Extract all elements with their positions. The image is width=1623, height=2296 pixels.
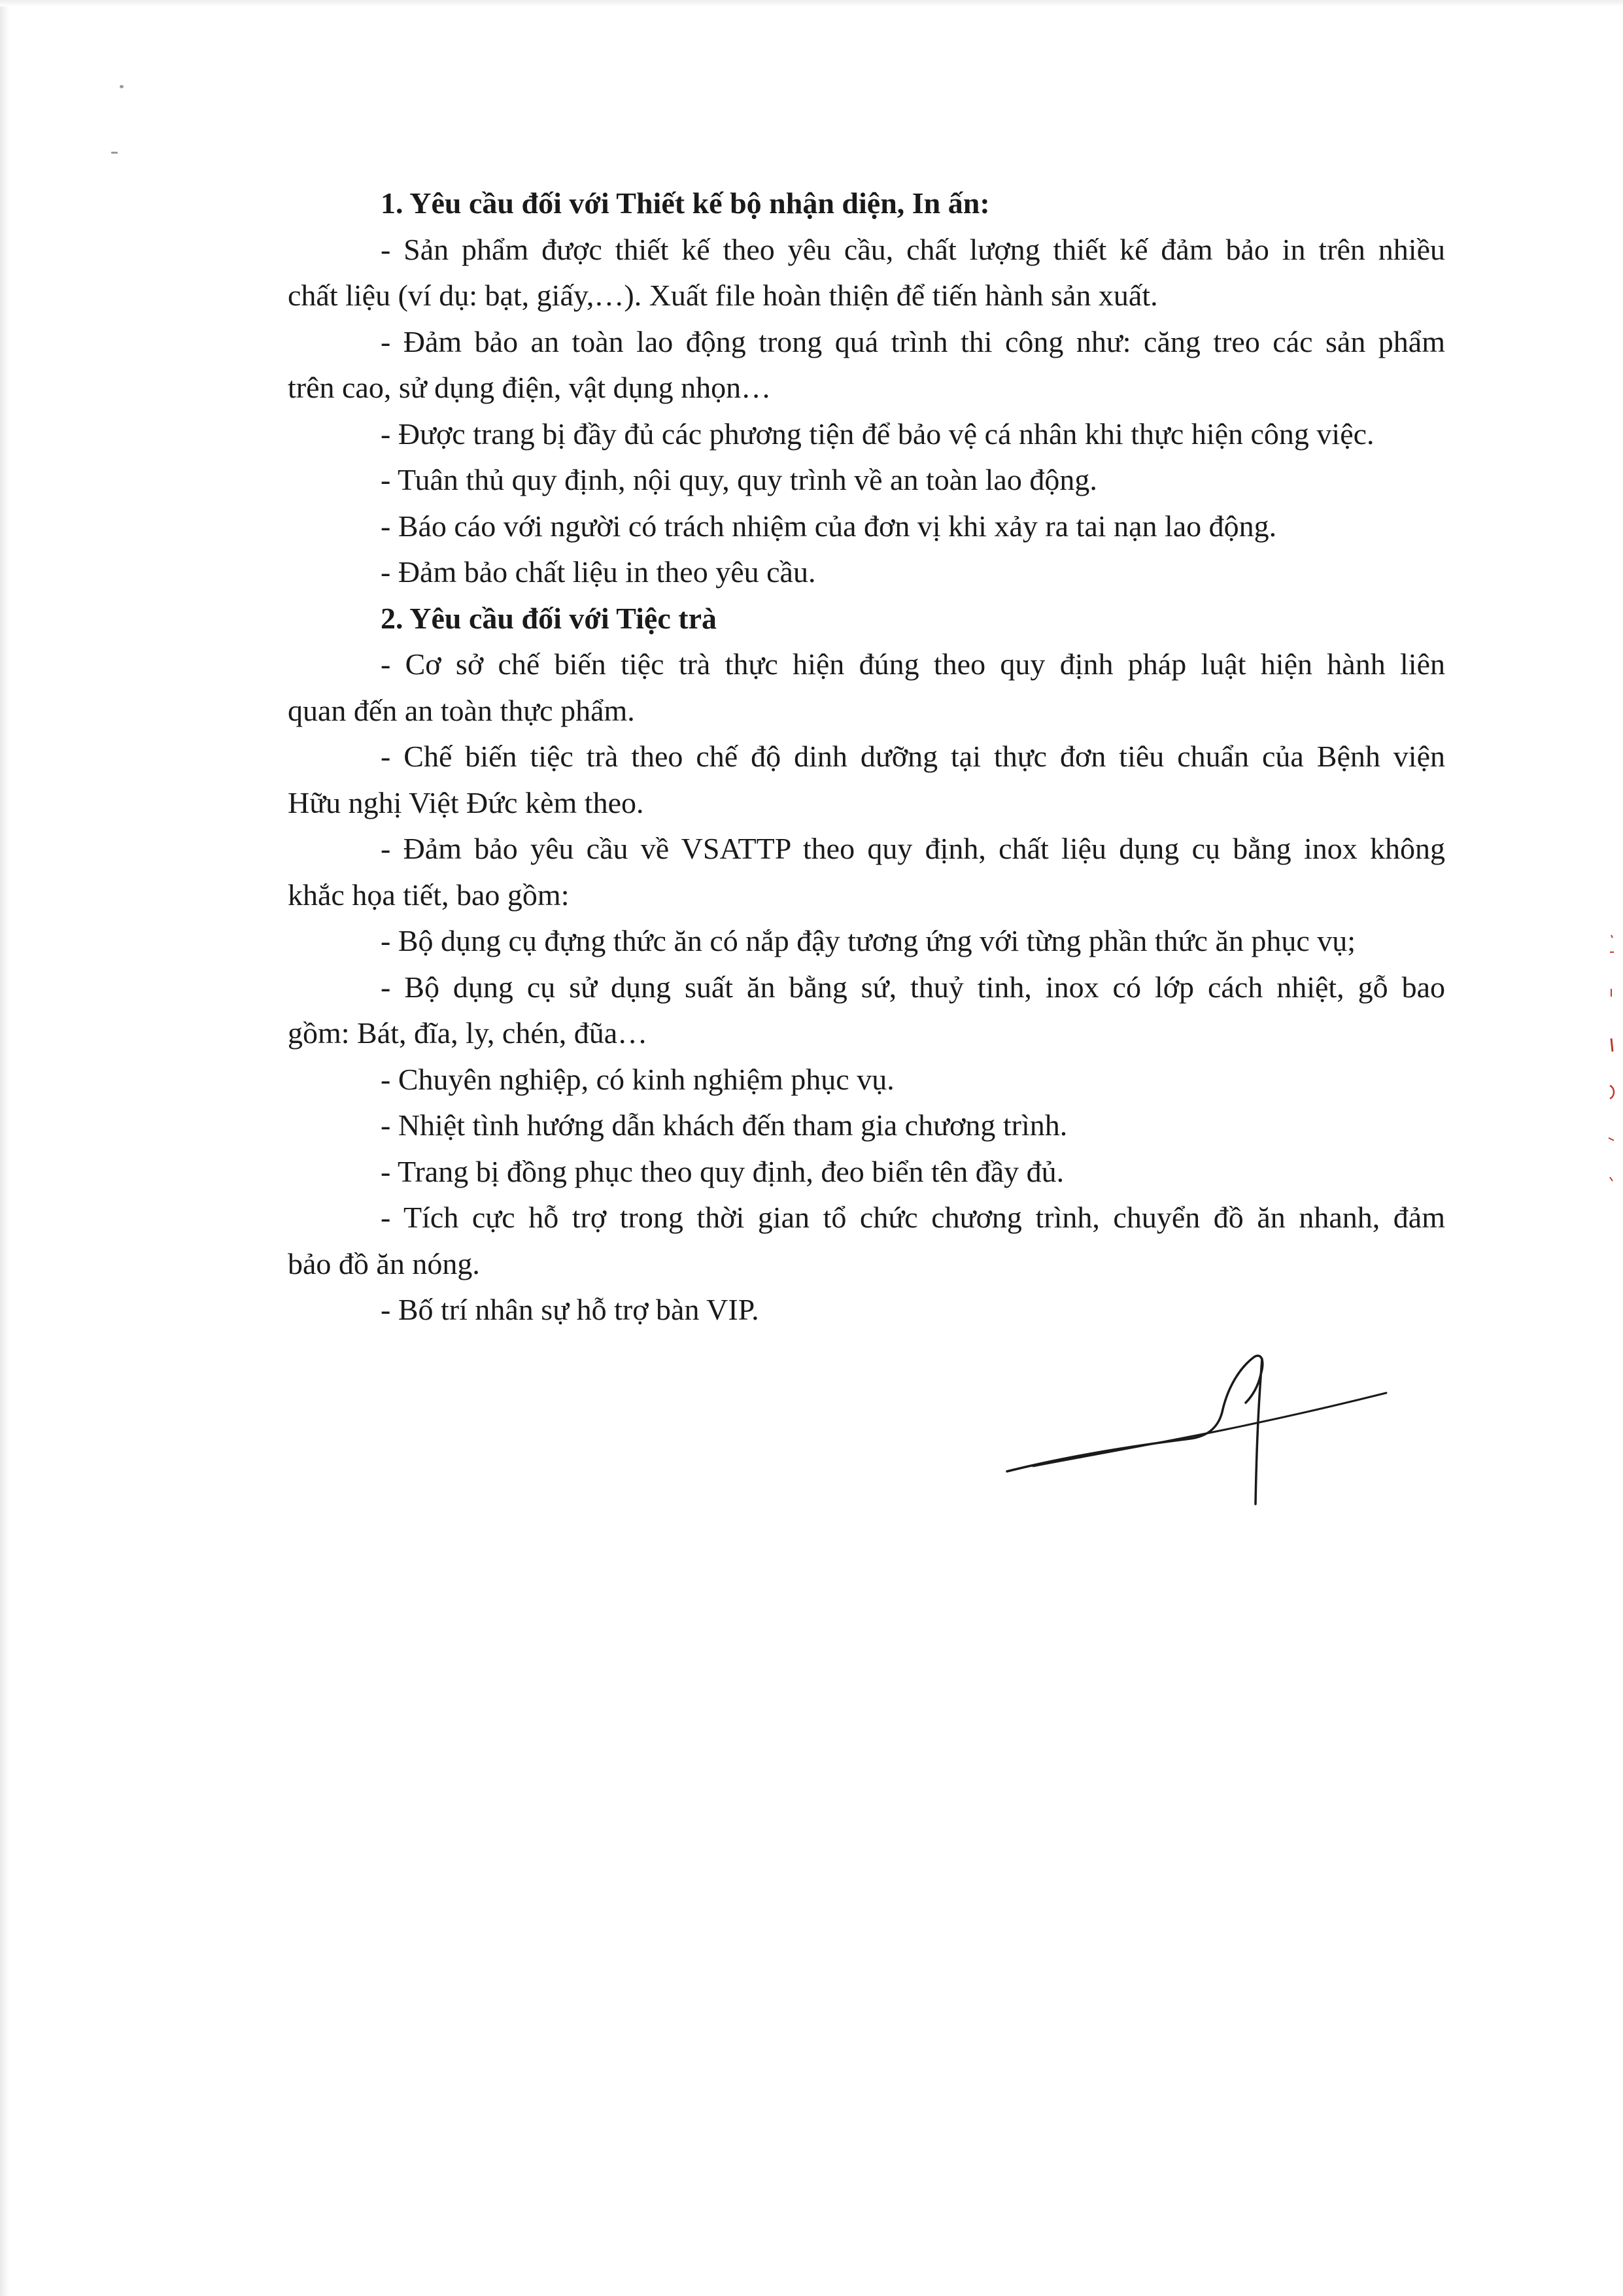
paragraph-line: - Tuân thủ quy định, nội quy, quy trình về an toàn lao động. [381,463,1097,496]
document-body [288,180,1445,1333]
paragraph-line: - Tích cực hỗ trợ trong thời gian tổ chức chương trình, chuyển đồ ăn nhanh, đảm [381,1201,1445,1234]
paragraph-line: - Bộ dụng cụ đựng thức ăn có nắp đậy tương ứng với từng phần thức ăn phục vụ; [381,924,1356,957]
paragraph-line: - Cơ sở chế biến tiệc trà thực hiện đúng theo quy định pháp luật hiện hành liên [381,647,1445,681]
paragraph-line: trên cao, sử dụng điện, vật dụng nhọn… [288,371,772,404]
signature-icon [994,1341,1399,1511]
paragraph-line: - Được trang bị đầy đủ các phương tiện để bảo vệ cá nhân khi thực hiện công việc. [381,417,1375,451]
paragraph-line: gồm: Bát, đĩa, ly, chén, đũa… [288,1016,648,1050]
paragraph-line: - Bố trí nhân sự hỗ trợ bàn VIP. [381,1293,759,1326]
scan-speck [111,152,118,154]
paragraph-line: - Chuyên nghiệp, có kinh nghiệm phục vụ. [381,1062,895,1096]
section-heading: 1. Yêu cầu đối với Thiết kế bộ nhận diện, In ấn: [381,186,990,220]
paragraph-line: Hữu nghị Việt Đức kèm theo. [288,785,644,819]
paragraph-line: - Sản phẩm được thiết kế theo yêu cầu, chất lượng thiết kế đảm bảo in trên nhiều [381,232,1445,266]
section-heading: 2. Yêu cầu đối với Tiệc trà [381,601,717,635]
paragraph-line: khắc họa tiết, bao gồm: [288,878,570,912]
scan-speck [120,85,124,88]
paragraph-line: - Trang bị đồng phục theo quy định, đeo biển tên đầy đủ. [381,1154,1065,1188]
paragraph-line: chất liệu (ví dụ: bạt, giấy,…). Xuất file hoàn thiện để tiến hành sản xuất. [288,279,1158,312]
margin-stamp-marks [1602,929,1622,1203]
scan-edge-shadow-top [0,0,1623,7]
paragraph-line: - Đảm bảo yêu cầu về VSATTP theo quy định, chất liệu dụng cụ bằng inox không [381,832,1445,865]
paragraph-line: - Đảm bảo chất liệu in theo yêu cầu. [381,555,816,589]
paragraph-line: - Nhiệt tình hướng dẫn khách đến tham gia chương trình. [381,1108,1068,1142]
paragraph-line: quan đến an toàn thực phẩm. [288,693,635,727]
paragraph-line: bảo đồ ăn nóng. [288,1246,480,1280]
scan-edge-shadow [0,0,9,2296]
paragraph-line: - Đảm bảo an toàn lao động trong quá trình thi công như: căng treo các sản phẩm [381,324,1445,358]
paragraph-line: - Bộ dụng cụ sử dụng suất ăn bằng sứ, thuỷ tinh, inox có lớp cách nhiệt, gỗ bao [381,970,1445,1004]
paragraph-line: - Chế biến tiệc trà theo chế độ dinh dưỡng tại thực đơn tiêu chuẩn của Bệnh viện [381,740,1445,773]
paragraph-line: - Báo cáo với người có trách nhiệm của đơn vị khi xảy ra tai nạn lao động. [381,509,1277,543]
